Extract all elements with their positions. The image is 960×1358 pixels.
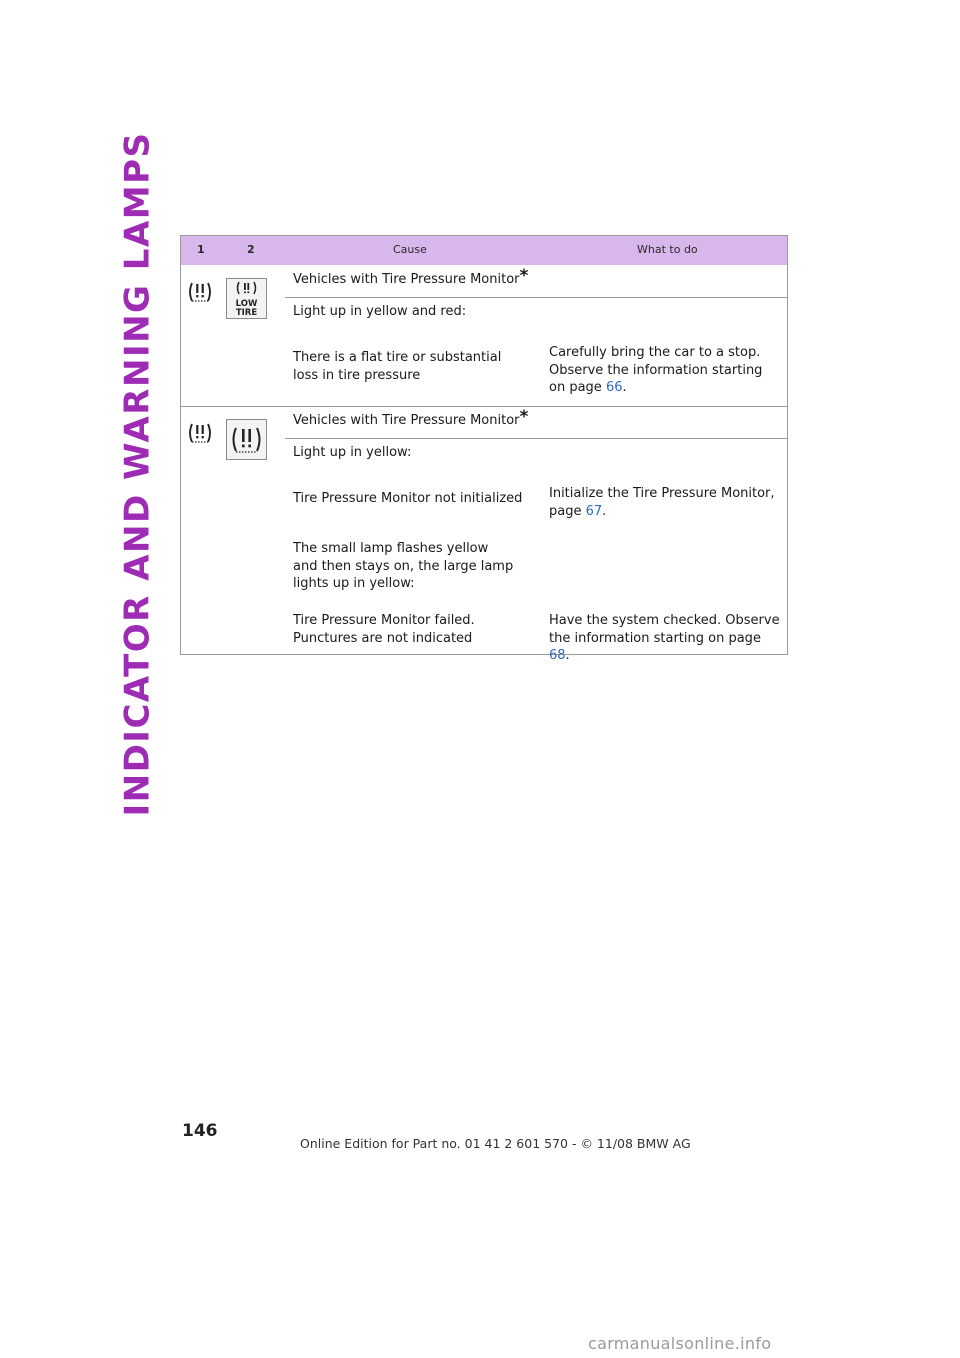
header-col-2: 2	[247, 243, 255, 256]
page-link-66[interactable]: 66	[605, 380, 623, 395]
section-2-cause: Tire Pressure Monitor not initialized	[293, 491, 523, 506]
section-2-title: Vehicles with Tire Pressure Monitor*	[293, 407, 529, 428]
watermark: carmanualsonline.info	[588, 1334, 772, 1353]
section-1-title: Vehicles with Tire Pressure Monitor*	[293, 266, 529, 287]
footer-edition: Online Edition for Part no. 01 41 2 601 570 - © 11/08 BMW AG	[300, 1136, 691, 1151]
header-col-1: 1	[197, 243, 205, 256]
section-2-condition: Light up in yellow:	[293, 445, 412, 460]
section-2-cause-2: Tire Pressure Monitor failed. Punctures are not indicated	[293, 613, 475, 646]
section-1-cause: There is a flat tire or substantial loss in tire pressure	[293, 350, 502, 383]
svg-text:TIRE: TIRE	[235, 308, 258, 318]
tire-pressure-warning-icon	[187, 280, 213, 304]
option-asterisk: *	[519, 407, 529, 427]
section-2-what-to-do-2: Have the system checked. Observe the information starting on page 68.	[549, 613, 780, 663]
chapter-side-title	[113, 131, 163, 817]
tire-pressure-large-icon-graphic	[227, 420, 266, 459]
chapter-side-title-text: INDICATOR AND WARNING LAMPS	[118, 131, 159, 817]
svg-text:LOW: LOW	[235, 299, 258, 309]
warning-lamps-table	[180, 235, 788, 663]
table-header	[181, 236, 787, 265]
page-link-67[interactable]: 67	[585, 503, 603, 519]
header-cause: Cause	[393, 243, 427, 256]
low-tire-warning-icon	[226, 278, 267, 319]
page-number: 146	[182, 1121, 218, 1141]
section-2-what-to-do: Initialize the Tire Pressure Monitor, page 67.	[549, 486, 775, 519]
section-1-what-to-do: Carefully bring the car to a stop. Observe the information starting on page 66.	[549, 345, 763, 395]
tire-pressure-warning-icon	[187, 421, 213, 445]
section-divider	[181, 406, 787, 407]
divider	[285, 297, 787, 298]
low-tire-icon-graphic	[227, 279, 266, 318]
page-link-68[interactable]: 68	[549, 648, 566, 663]
section-2-condition-2: The small lamp flashes yellow and then stays on, the large lamp lights up in yellow:	[293, 541, 514, 591]
section-1-condition: Light up in yellow and red:	[293, 304, 467, 319]
divider	[285, 438, 787, 439]
header-what-to-do: What to do	[637, 243, 698, 256]
tire-pressure-warning-large-icon	[226, 419, 267, 460]
option-asterisk: *	[519, 266, 529, 286]
